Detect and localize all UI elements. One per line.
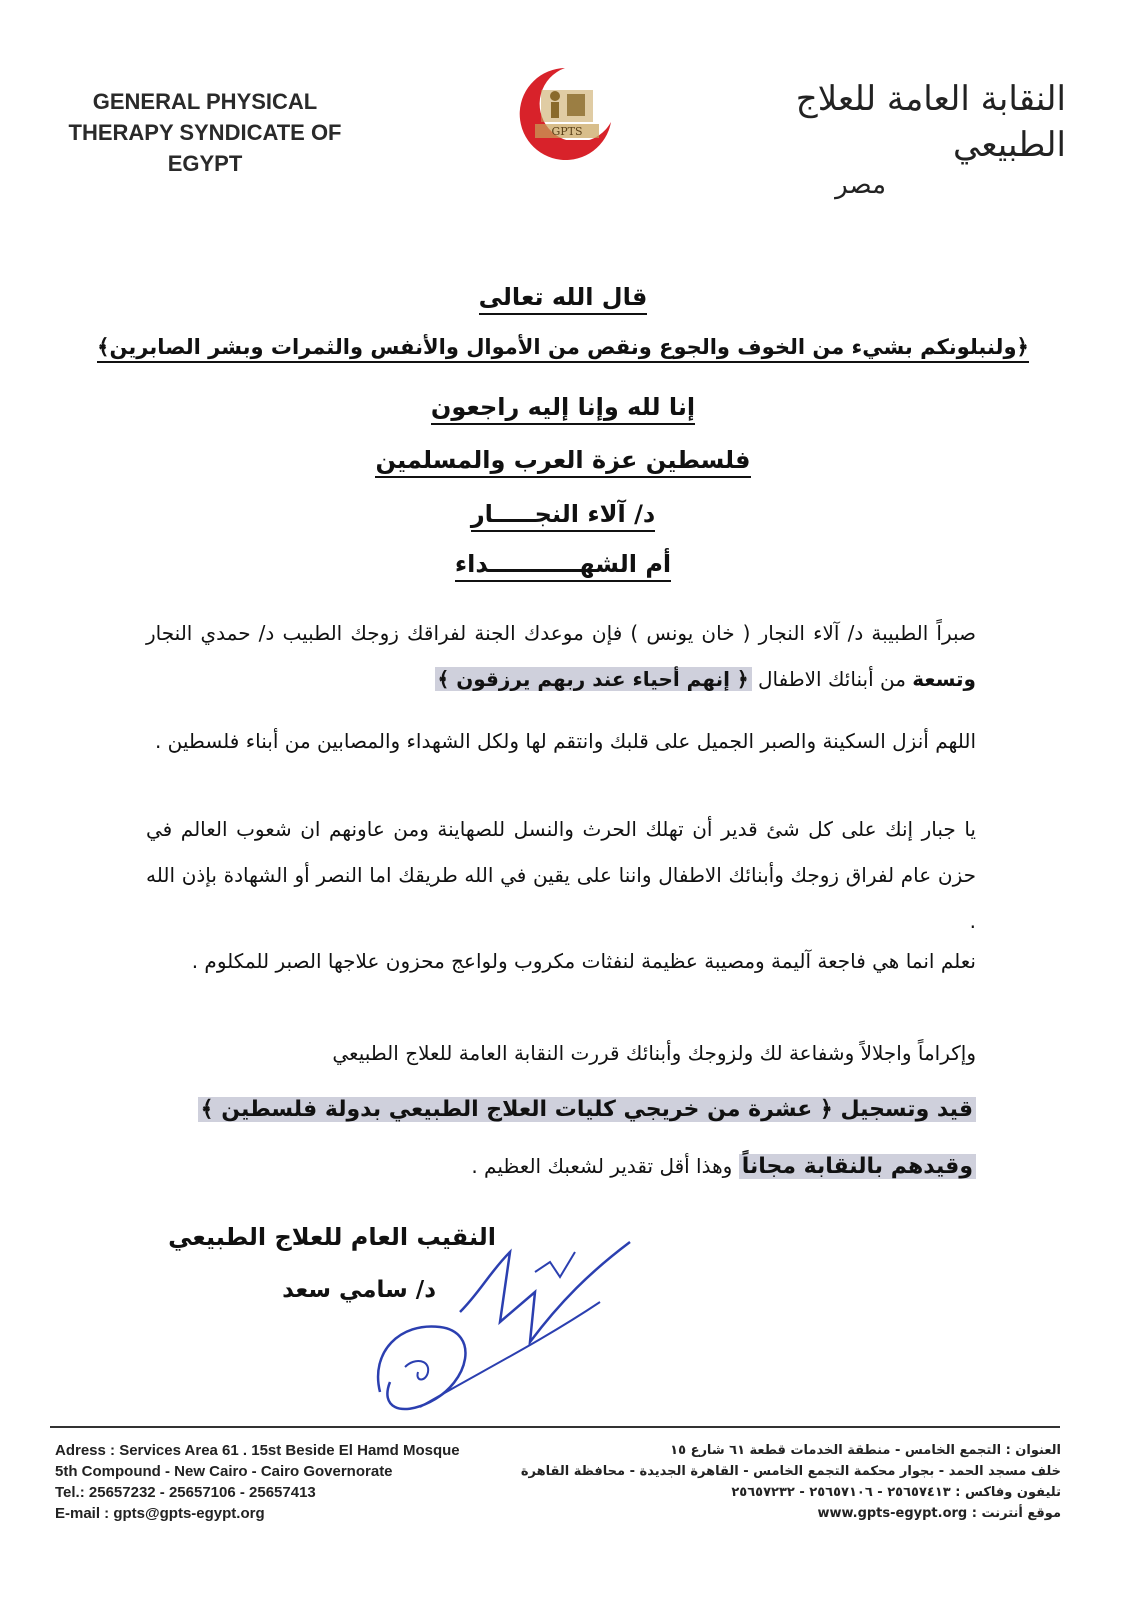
signature-title: النقيب العام للعلاج الطبيعي xyxy=(168,1223,496,1251)
p5-line-c-wrap xyxy=(146,1143,976,1190)
footer-arabic xyxy=(520,1440,1061,1524)
p1-text-c: من أبنائك الاطفال xyxy=(751,667,913,691)
paragraph-3: يا جبار إنك على كل شئ قدير أن تهلك الحرث والنسل للصهاينة ومن عاونهم ان شعوب العالم في حزن عام لفراق زوجك وأبنائك الاطفال واننا على يقين في الله طريقك اما النصر أو الشهادة بإذن الله . xyxy=(146,817,976,933)
paragraph-4: نعلم انما هي فاجعة آليمة ومصيبة عظيمة لنفثات مكروب ولواعج محزون علاجها الصبر للمكلوم . xyxy=(191,949,976,973)
paragraph-1 xyxy=(146,610,976,702)
logo-text: GPTS xyxy=(551,125,583,138)
english-name-line-3: EGYPT xyxy=(167,151,243,176)
footer-website-ar xyxy=(541,1503,1061,1524)
footer-email-en: E-mail : gpts@gpts-egypt.org xyxy=(55,1505,265,1522)
arabic-country: مصر xyxy=(835,170,886,200)
footer-website-url[interactable]: www.gpts-egypt.org xyxy=(817,1506,968,1521)
english-org-name xyxy=(40,86,370,179)
english-name-line-1: GENERAL PHYSICAL xyxy=(92,89,318,114)
arabic-name: النقابة العامة للعلاج الطبيعي xyxy=(795,79,1066,165)
mother-of-martyrs-heading xyxy=(0,550,1126,578)
footer-address-ar: العنوان : التجمع الخامس - منطقة الخدمات قطعة ٦١ شارع ١٥ xyxy=(670,1443,1061,1458)
p1-text-a: صبراً الطبيبة د/ آلاء النجار ( خان يونس ) فإن موعدك الجنة لفراقك زوجك الطبيب د/ حمدي النجار xyxy=(146,621,976,645)
p1-verse-highlight: ﴿ إنهم أحياء عند ربهم يرزقون ﴾ xyxy=(435,667,752,691)
title-line-3-text: إنا لله وإنا إليه راجعون xyxy=(431,393,695,425)
p1-nine: وتسعة xyxy=(912,667,976,691)
title-line-4-text: فلسطين عزة العرب والمسلمين xyxy=(375,446,750,478)
paragraph-5 xyxy=(146,1030,976,1190)
title-line-1-text: قال الله تعالى xyxy=(479,283,648,315)
footer-address-en: Adress : Services Area 61 . 15st Beside El Hamd Mosque xyxy=(55,1442,460,1459)
p5-free-highlight: وقيدهم بالنقابة مجاناً xyxy=(739,1154,976,1179)
title-line-1 xyxy=(0,283,1126,311)
footer-divider xyxy=(50,1426,1060,1428)
p5-line-a: وإكراماً واجلالاً وشفاعة لك ولزوجك وأبنائك قررت النقابة العامة للعلاج الطبيعي xyxy=(332,1041,976,1065)
footer-area-ar: خلف مسجد الحمد - بجوار محكمة التجمع الخامس - القاهرة الجديدة - محافظة القاهرة xyxy=(520,1464,1061,1479)
quran-verse xyxy=(0,335,1126,359)
footer-english xyxy=(55,1440,525,1524)
doctor-name-text: د/ آلاء النجـــــار xyxy=(471,500,655,532)
footer-tel-en: Tel.: 25657232 - 25657106 - 25657413 xyxy=(55,1484,316,1501)
doctor-name-heading xyxy=(0,500,1126,528)
footer-website-label: موقع أنترنت : xyxy=(967,1506,1061,1521)
handwritten-signature xyxy=(360,1232,650,1422)
p5-registration-highlight: قيد وتسجيل ﴿ عشرة من خريجي كليات العلاج الطبيعي بدولة فلسطين ﴾ xyxy=(198,1097,976,1122)
quran-verse-text: ﴿ولنبلونكم بشيء من الخوف والجوع ونقص من الأموال والأنفس والثمرات وبشر الصابرين﴾ xyxy=(97,335,1029,363)
title-line-3 xyxy=(0,393,1126,421)
footer-tel-ar: تليفون وفاكس : ٢٥٦٥٧٤١٣ - ٢٥٦٥٧١٠٦ - ٢٥٦٥٧٢٣٢ xyxy=(731,1485,1061,1500)
gpts-logo xyxy=(505,60,625,160)
p5-line-b-wrap xyxy=(146,1086,976,1133)
paragraph-2: اللهم أنزل السكينة والصبر الجميل على قلبك وانتقم لها ولكل الشهداء والمصابين من أبناء فلسطين . xyxy=(154,729,976,753)
mother-of-martyrs-text: أم الشهـــــــــــداء xyxy=(455,550,671,582)
english-name-line-2: THERAPY SYNDICATE OF xyxy=(68,120,342,145)
title-line-4 xyxy=(0,446,1126,474)
p5-text-d: وهذا أقل تقدير لشعبك العظيم . xyxy=(471,1154,739,1178)
footer-area-en: 5th Compound - New Cairo - Cairo Governorate xyxy=(55,1463,393,1480)
signature-name: د/ سامي سعد xyxy=(282,1277,436,1303)
arabic-org-name xyxy=(686,76,1066,202)
